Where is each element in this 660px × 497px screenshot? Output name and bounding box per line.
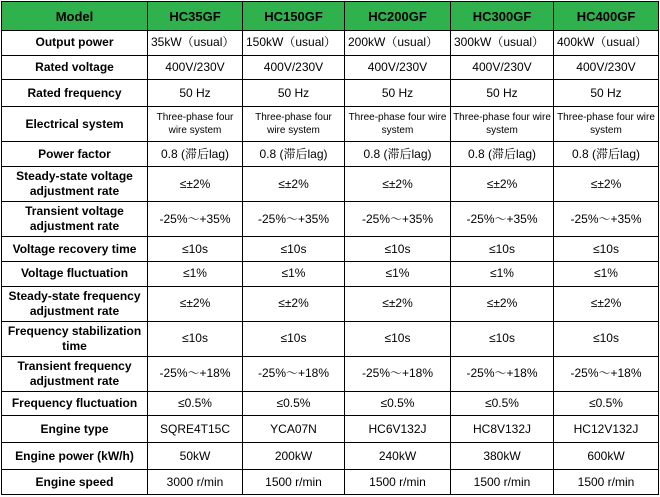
table-row xyxy=(2,142,659,167)
value-cell: 1500 r/min xyxy=(243,470,345,495)
value-cell: ≤±2% xyxy=(554,286,659,321)
value-cell: YCA07N xyxy=(243,416,345,443)
value-cell: ≤±2% xyxy=(451,286,554,321)
value-cell: ≤10s xyxy=(451,321,554,356)
row-label: Engine type xyxy=(2,416,148,443)
value-cell: 0.8 (滞后lag) xyxy=(148,142,243,167)
value-cell: Three-phase four wire system xyxy=(451,107,554,142)
value-cell: -25%～+35% xyxy=(554,202,659,237)
value-cell: ≤10s xyxy=(345,321,451,356)
value-cell: ≤1% xyxy=(148,261,243,286)
header-cell-hc150gf: HC150GF xyxy=(243,2,345,31)
value-cell: Three-phase four wire system xyxy=(345,107,451,142)
value-cell: Three-phase four wire system xyxy=(554,107,659,142)
value-cell: -25%～+18% xyxy=(451,356,554,391)
value-cell: 0.8 (滞后lag) xyxy=(243,142,345,167)
table-body xyxy=(2,31,659,495)
value-cell: -25%～+18% xyxy=(148,356,243,391)
table-row xyxy=(2,470,659,495)
table-row xyxy=(2,286,659,321)
header-cell-hc400gf: HC400GF xyxy=(554,2,659,31)
value-cell: ≤10s xyxy=(554,237,659,262)
value-cell: ≤10s xyxy=(451,237,554,262)
table-row xyxy=(2,416,659,443)
value-cell: 240kW xyxy=(345,443,451,470)
value-cell: ≤1% xyxy=(243,261,345,286)
value-cell: 50 Hz xyxy=(243,80,345,107)
row-label: Frequency fluctuation xyxy=(2,391,148,416)
value-cell: HC12V132J xyxy=(554,416,659,443)
value-cell: ≤±2% xyxy=(148,286,243,321)
value-cell: 400V/230V xyxy=(554,55,659,80)
header-cell-hc200gf: HC200GF xyxy=(345,2,451,31)
value-cell: ≤±2% xyxy=(148,167,243,202)
value-cell: -25%～+35% xyxy=(345,202,451,237)
value-cell: ≤±2% xyxy=(554,167,659,202)
row-label: Rated voltage xyxy=(2,55,148,80)
value-cell: Three-phase four wire system xyxy=(148,107,243,142)
header-cell-model: Model xyxy=(2,2,148,31)
value-cell: 50 Hz xyxy=(451,80,554,107)
value-cell: ≤±2% xyxy=(243,286,345,321)
value-cell: 50kW xyxy=(148,443,243,470)
table-row xyxy=(2,443,659,470)
value-cell: -25%～+18% xyxy=(243,356,345,391)
value-cell: ≤1% xyxy=(451,261,554,286)
value-cell: 35kW（usual） xyxy=(148,31,243,56)
table-row xyxy=(2,80,659,107)
value-cell: -25%～+18% xyxy=(554,356,659,391)
table-row xyxy=(2,31,659,56)
table-row xyxy=(2,55,659,80)
value-cell: 0.8 (滞后lag) xyxy=(345,142,451,167)
row-label: Transient voltage adjustment rate xyxy=(2,202,148,237)
value-cell: ≤0.5% xyxy=(148,391,243,416)
row-label: Rated frequency xyxy=(2,80,148,107)
value-cell: ≤±2% xyxy=(345,286,451,321)
value-cell: 400kW（usual） xyxy=(554,31,659,56)
value-cell: ≤10s xyxy=(345,237,451,262)
table-row xyxy=(2,321,659,356)
value-cell: ≤±2% xyxy=(451,167,554,202)
header-cell-hc35gf: HC35GF xyxy=(148,2,243,31)
table-row xyxy=(2,237,659,262)
value-cell: ≤0.5% xyxy=(345,391,451,416)
table-row xyxy=(2,107,659,142)
value-cell: HC8V132J xyxy=(451,416,554,443)
row-label: Voltage fluctuation xyxy=(2,261,148,286)
table-header xyxy=(2,2,659,31)
value-cell: 0.8 (滞后lag) xyxy=(451,142,554,167)
table-row xyxy=(2,261,659,286)
value-cell: 50 Hz xyxy=(345,80,451,107)
value-cell: -25%～+35% xyxy=(243,202,345,237)
row-label: Engine power (kW/h) xyxy=(2,443,148,470)
value-cell: ≤1% xyxy=(554,261,659,286)
row-label: Electrical system xyxy=(2,107,148,142)
value-cell: ≤10s xyxy=(148,321,243,356)
value-cell: SQRE4T15C xyxy=(148,416,243,443)
value-cell: 1500 r/min xyxy=(554,470,659,495)
value-cell: 400V/230V xyxy=(243,55,345,80)
value-cell: -25%～+18% xyxy=(345,356,451,391)
value-cell: 1500 r/min xyxy=(345,470,451,495)
header-row xyxy=(2,2,659,31)
value-cell: ≤10s xyxy=(243,321,345,356)
value-cell: 0.8 (滞后lag) xyxy=(554,142,659,167)
table-row xyxy=(2,167,659,202)
value-cell: Three-phase four wire system xyxy=(243,107,345,142)
value-cell: ≤0.5% xyxy=(451,391,554,416)
row-label: Power factor xyxy=(2,142,148,167)
value-cell: ≤±2% xyxy=(243,167,345,202)
value-cell: -25%～+35% xyxy=(148,202,243,237)
value-cell: 200kW xyxy=(243,443,345,470)
spec-table xyxy=(1,1,659,495)
value-cell: ≤10s xyxy=(148,237,243,262)
value-cell: ≤±2% xyxy=(345,167,451,202)
value-cell: 50 Hz xyxy=(554,80,659,107)
row-label: Engine speed xyxy=(2,470,148,495)
row-label: Voltage recovery time xyxy=(2,237,148,262)
table-row xyxy=(2,391,659,416)
value-cell: ≤10s xyxy=(243,237,345,262)
row-label: Transient frequency adjustment rate xyxy=(2,356,148,391)
header-cell-hc300gf: HC300GF xyxy=(451,2,554,31)
value-cell: HC6V132J xyxy=(345,416,451,443)
value-cell: 150kW（usual） xyxy=(243,31,345,56)
value-cell: ≤0.5% xyxy=(243,391,345,416)
value-cell: 1500 r/min xyxy=(451,470,554,495)
value-cell: ≤1% xyxy=(345,261,451,286)
table-row xyxy=(2,202,659,237)
table-row xyxy=(2,356,659,391)
row-label: Frequency stabilization time xyxy=(2,321,148,356)
row-label: Steady-state voltage adjustment rate xyxy=(2,167,148,202)
value-cell: 200kW（usual） xyxy=(345,31,451,56)
value-cell: -25%～+35% xyxy=(451,202,554,237)
value-cell: ≤10s xyxy=(554,321,659,356)
value-cell: 600kW xyxy=(554,443,659,470)
row-label: Output power xyxy=(2,31,148,56)
value-cell: 50 Hz xyxy=(148,80,243,107)
value-cell: 300kW（usual） xyxy=(451,31,554,56)
value-cell: ≤0.5% xyxy=(554,391,659,416)
value-cell: 380kW xyxy=(451,443,554,470)
row-label: Steady-state frequency adjustment rate xyxy=(2,286,148,321)
value-cell: 400V/230V xyxy=(451,55,554,80)
value-cell: 400V/230V xyxy=(148,55,243,80)
value-cell: 400V/230V xyxy=(345,55,451,80)
value-cell: 3000 r/min xyxy=(148,470,243,495)
